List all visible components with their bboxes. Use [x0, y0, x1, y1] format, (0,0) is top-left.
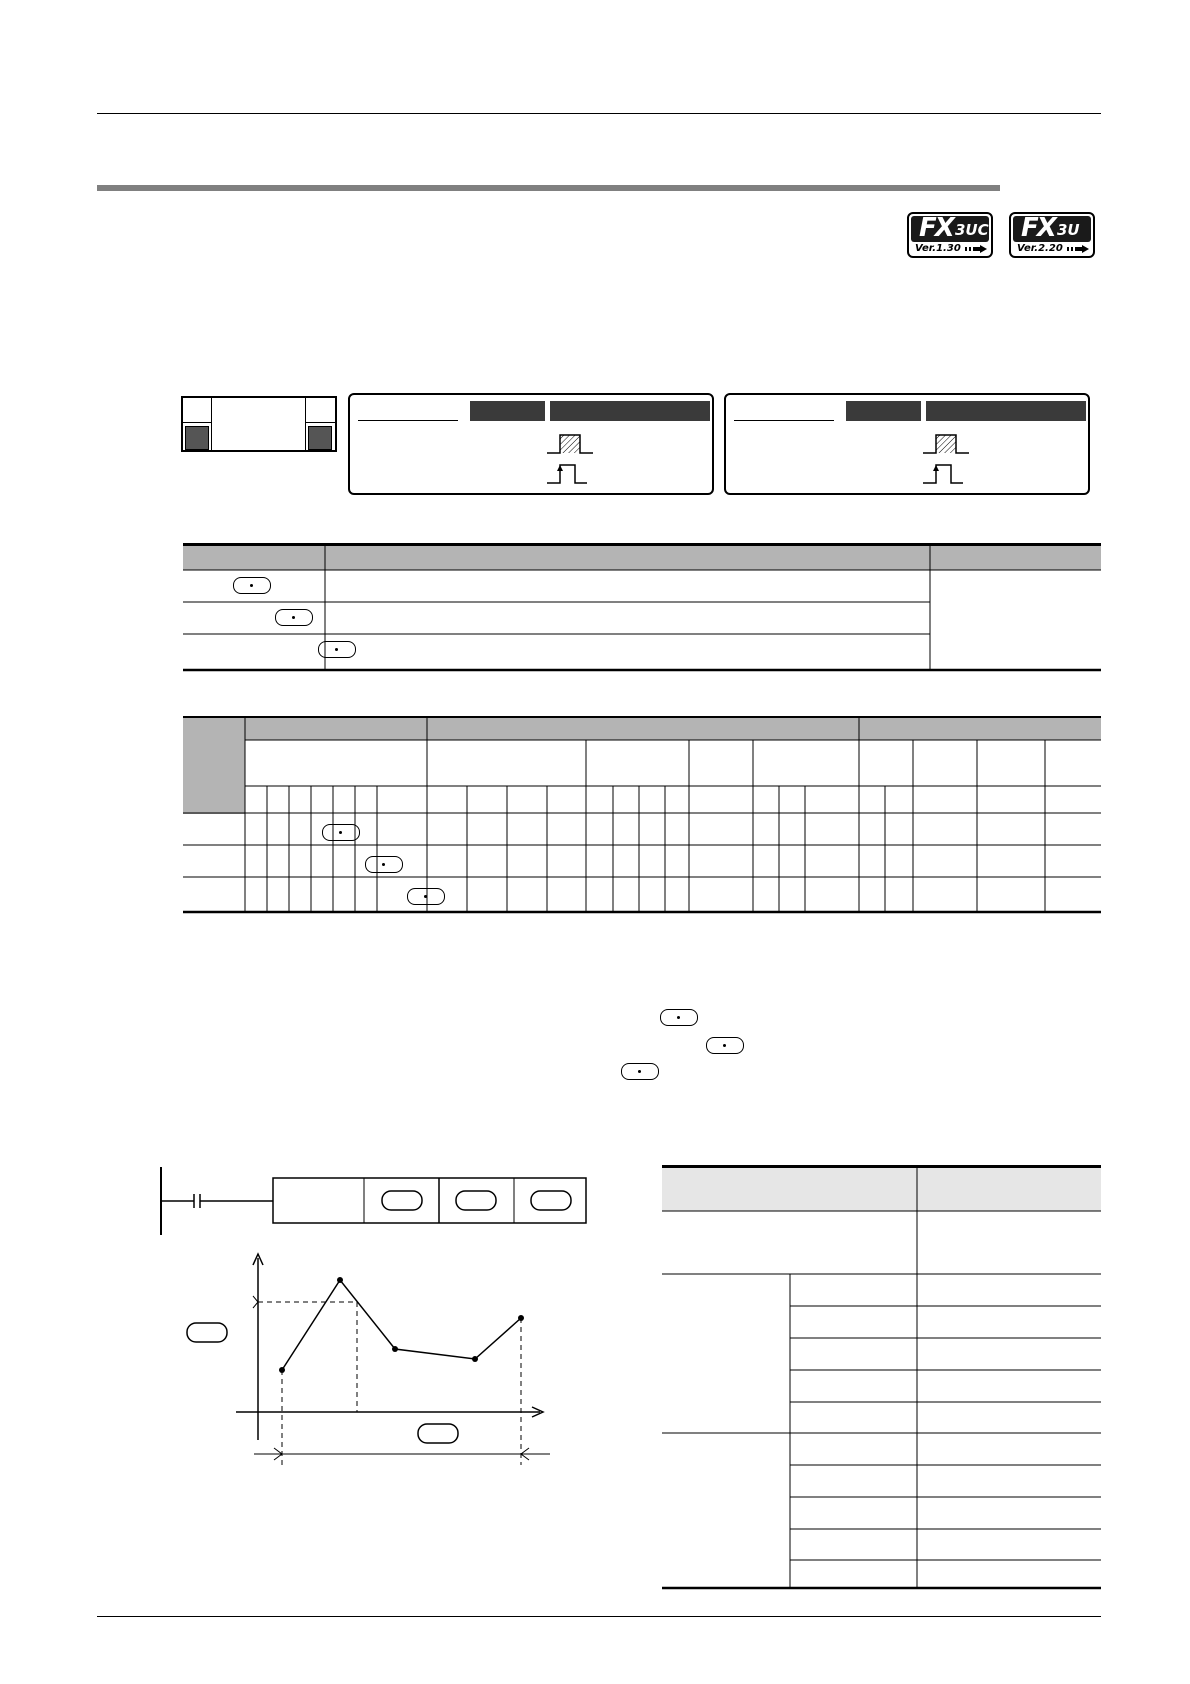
grid-operand-s1-symbol	[322, 824, 360, 841]
ladder-diagram	[150, 1165, 600, 1245]
arrow-right-icon	[965, 245, 987, 253]
execution-condition-panel-16bit	[348, 393, 714, 495]
instruction-cell-divider	[305, 422, 335, 423]
fx3u-badge	[1009, 212, 1095, 258]
grid-operand-s2-symbol	[365, 856, 403, 873]
header-rule	[97, 113, 1101, 114]
instruction-symbol-box	[181, 396, 337, 452]
instruction-marker-right	[308, 426, 332, 450]
badge-series: FX	[1021, 213, 1055, 243]
footer-rule	[97, 1616, 1101, 1617]
pulse-waveform-icon	[921, 431, 981, 485]
execution-condition-panel-32bit	[724, 393, 1090, 495]
pulse-waveform-icon	[545, 431, 605, 485]
badge-model: 3U	[1057, 221, 1080, 239]
panel-header-block	[550, 401, 710, 421]
badge-model: 3UC	[955, 221, 989, 239]
applicable-devices-grid	[183, 716, 1101, 914]
panel-header-block	[846, 401, 921, 421]
fx3uc-badge	[907, 212, 993, 258]
panel-label-line	[734, 420, 834, 421]
parameter-table	[662, 1165, 1101, 1590]
operand-s2-symbol	[275, 609, 313, 626]
section-title-bar	[97, 185, 1000, 191]
badge-version: Ver.2.20	[1017, 243, 1063, 254]
operand-s1-symbol	[233, 577, 271, 594]
badge-version: Ver.1.30	[915, 243, 961, 254]
panel-header-block	[470, 401, 545, 421]
badge-series: FX	[919, 213, 953, 243]
instruction-cell-divider	[183, 422, 211, 423]
arrow-right-icon	[1067, 245, 1089, 253]
text-operand-s2-symbol	[706, 1037, 744, 1054]
text-operand-s1-symbol	[660, 1009, 698, 1026]
grid-operand-d-symbol	[407, 888, 445, 905]
interpolation-graph	[180, 1250, 560, 1475]
instruction-left-cell	[183, 398, 212, 450]
panel-header-block	[926, 401, 1086, 421]
text-operand-d-symbol	[621, 1063, 659, 1080]
operand-d-symbol	[318, 641, 356, 658]
instruction-marker-left	[185, 426, 209, 450]
panel-label-line	[358, 420, 458, 421]
instruction-right-cell	[305, 398, 334, 450]
